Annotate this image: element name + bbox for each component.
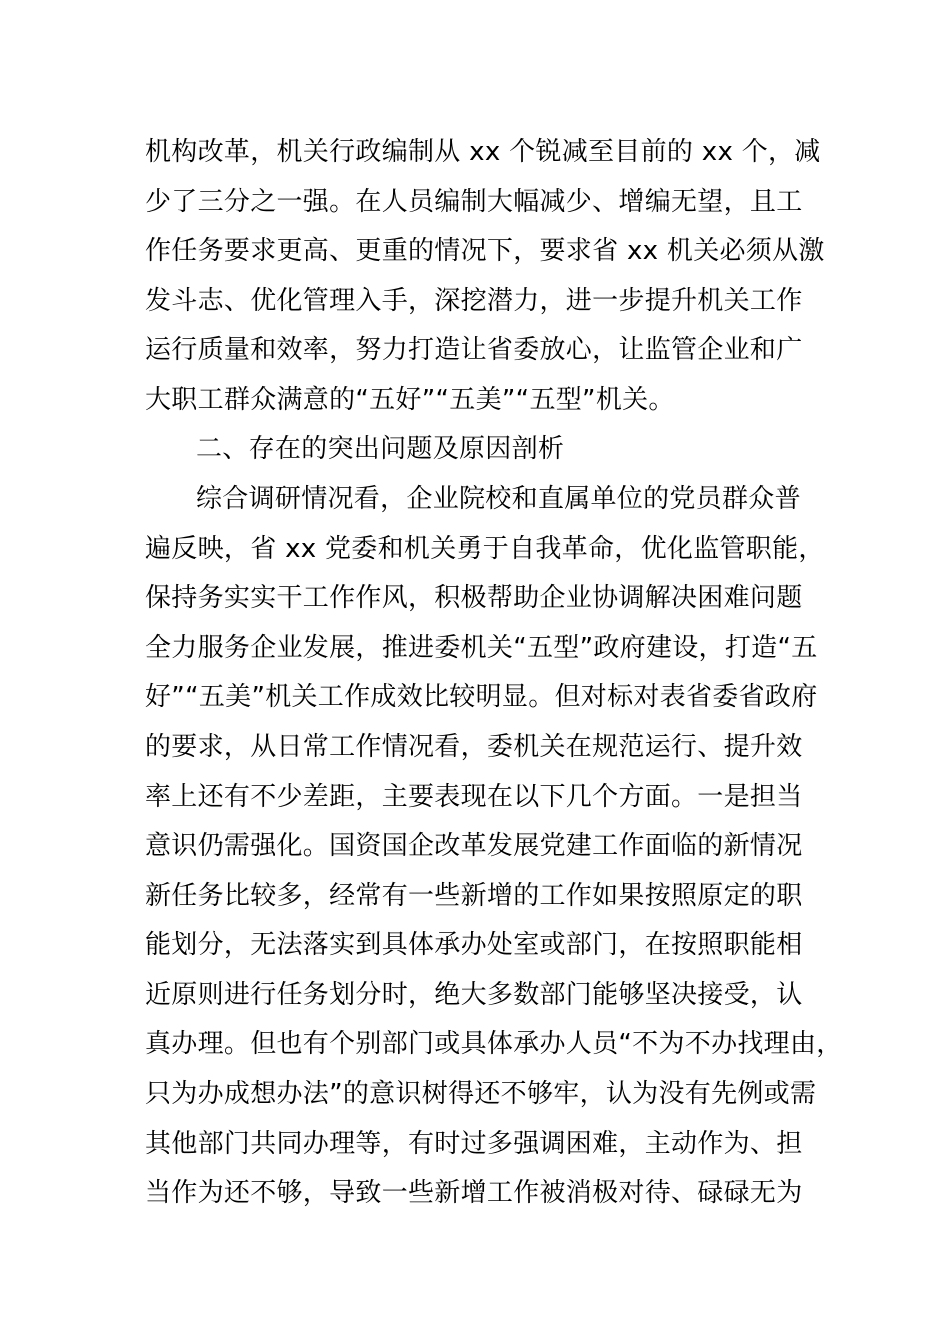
text-line: 少了三分之一强。在人员编制大幅减少、增编无望，且工 [145,187,803,217]
text-line: 保持务实实干工作作风，积极帮助企业协调解决困难问题 [145,583,803,613]
text-line: 大职工群众满意的“五好”“五美”“五型”机关。 [145,385,675,415]
text-line: 作任务要求更高、更重的情况下，要求省 xx 机关必须从激 [145,236,825,266]
text-line: 率上还有不少差距，主要表现在以下几个方面。一是担当 [145,782,803,812]
text-line: 能划分，无法落实到具体承办处室或部门，在按照职能相 [145,930,803,960]
text-line: 新任务比较多，经常有一些新增的工作如果按照原定的职 [145,881,803,911]
text-line: 运行质量和效率，努力打造让省委放心，让监管企业和广 [145,335,803,365]
text-line: 意识仍需强化。国资国企改革发展党建工作面临的新情况 [145,831,803,861]
text-line: 机构改革，机关行政编制从 xx 个锐减至目前的 xx 个，减 [145,137,821,167]
text-line: 当作为还不够，导致一些新增工作被消极对待、碌碌无为 [145,1178,803,1208]
text-line: 全力服务企业发展，推进委机关“五型”政府建设，打造“五 [145,633,818,663]
text-line: 真办理。但也有个别部门或具体承办人员“不为不办找理由， [145,1029,843,1059]
text-line: 遍反映，省 xx 党委和机关勇于自我革命，优化监管职能， [145,534,825,564]
section-heading: 二、存在的突出问题及原因剖析 [196,434,565,464]
paragraph-start: 综合调研情况看，企业院校和直属单位的党员群众普 [196,484,801,514]
text-line: 好”“五美”机关工作成效比较明显。但对标对表省委省政府 [145,682,818,712]
text-line: 发斗志、优化管理入手，深挖潜力，进一步提升机关工作 [145,286,803,316]
text-line: 其他部门共同办理等，有时过多强调困难，主动作为、担 [145,1129,803,1159]
text-line: 近原则进行任务划分时，绝大多数部门能够坚决接受，认 [145,980,803,1010]
text-line: 只为办成想办法”的意识树得还不够牢，认为没有先例或需 [145,1079,817,1109]
text-line: 的要求，从日常工作情况看，委机关在规范运行、提升效 [145,732,803,762]
